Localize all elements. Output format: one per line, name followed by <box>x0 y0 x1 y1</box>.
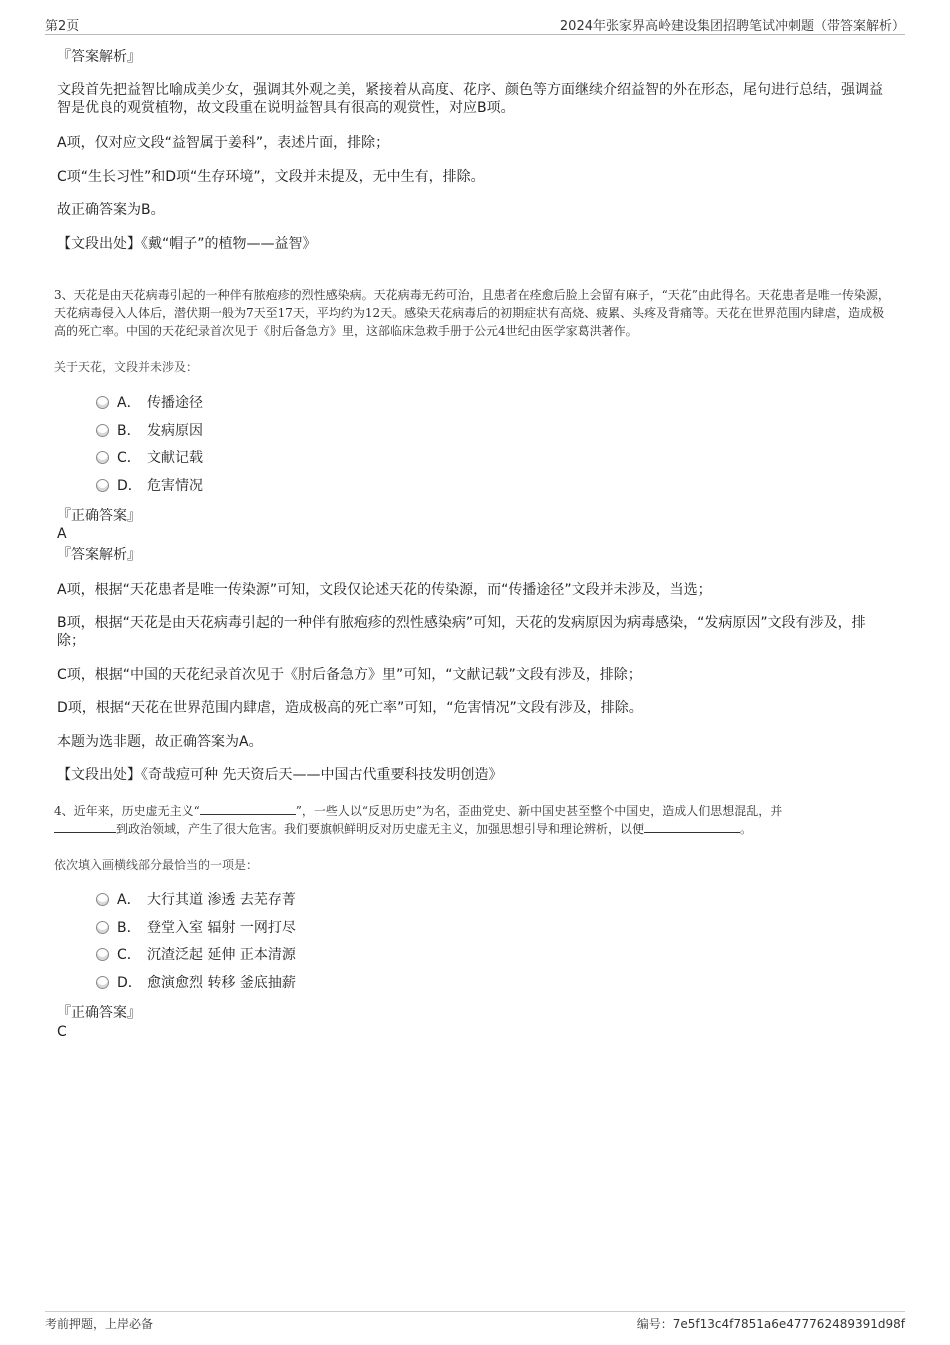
radio-icon[interactable] <box>96 976 109 989</box>
analysis-paragraph: D项，根据“天花在世界范围内肆虐，造成极高的死亡率”可知，“危害情况”文段有涉及，排除。 <box>57 700 643 716</box>
option-text: 登堂入室 辐射 一网打尽 <box>147 920 296 936</box>
analysis-paragraph: 文段首先把益智比喻成美少女，强调其外观之美，紧接着从高度、花序、颜色等方面继续介绍益智的外在形态，尾句进行总结，强调益智是优良的观赏植物，故文段重在说明益智具有很高的观赏性，对应B项。 <box>57 82 883 116</box>
option-letter: B． <box>117 423 141 439</box>
analysis-label: 『答案解析』 <box>57 49 141 65</box>
analysis-paragraph: B项，根据“天花是由天花病毒引起的一种伴有脓疱疹的烈性感染病”可知，天花的发病原因为病毒感染，“发病原因”文段有涉及，排除； <box>57 615 866 649</box>
radio-icon[interactable] <box>96 948 109 961</box>
option-d[interactable] <box>96 476 203 496</box>
document-id: 编号：7e5f13c4f7851a6e477762489391d98f <box>636 1317 905 1331</box>
option-text: 危害情况 <box>147 478 203 494</box>
option-letter: D． <box>117 478 142 494</box>
question-stem: 3、天花是由天花病毒引起的一种伴有脓疱疹的烈性感染病。天花病毒无药可治，且患者在痊愈后脸上会留有麻子，“天花”由此得名。天花患者是唯一传染源，天花病毒侵入人体后，潜伏期一般为7天至17天，平均约为12天。感染天花病毒后的初期症状有高烧、疲累、头疼及背痛等。天花在世界范围内肆虐，造成极高的死亡率。中国的天花纪录首次见于《肘后备急方》里，这部临床急救手册于公元4世纪由医学家葛洪著作。 <box>54 288 890 338</box>
correct-answer: C <box>57 1024 67 1040</box>
page-number: 第2页 <box>45 19 80 34</box>
option-a[interactable] <box>96 393 203 413</box>
option-letter: C． <box>117 947 141 963</box>
answer-label: 『正确答案』 <box>57 508 141 524</box>
analysis-conclusion: 本题为选非题，故正确答案为A。 <box>57 734 263 750</box>
option-letter: D． <box>117 975 142 991</box>
radio-icon[interactable] <box>96 893 109 906</box>
document-title: 2024年张家界高岭建设集团招聘笔试冲刺题（带答案解析） <box>559 19 905 34</box>
option-d[interactable] <box>96 973 296 993</box>
option-c[interactable] <box>96 945 296 965</box>
radio-icon[interactable] <box>96 396 109 409</box>
option-b[interactable] <box>96 918 296 938</box>
option-text: 传播途径 <box>147 395 203 411</box>
analysis-paragraph: C项“生长习性”和D项“生存环境”，文段并未提及，无中生有，排除。 <box>57 169 485 185</box>
radio-icon[interactable] <box>96 921 109 934</box>
page-footer <box>45 1311 905 1337</box>
option-letter: C． <box>117 450 141 466</box>
footer-slogan: 考前押题，上岸必备 <box>45 1317 154 1331</box>
option-letter: A． <box>117 892 141 908</box>
fill-blank-1 <box>200 802 296 815</box>
option-b[interactable] <box>96 421 203 441</box>
correct-answer: A <box>57 526 67 542</box>
answer-label: 『正确答案』 <box>57 1005 141 1021</box>
option-letter: B． <box>117 920 141 936</box>
question-prompt: 关于天花，文段并未涉及： <box>54 360 199 374</box>
analysis-label: 『答案解析』 <box>57 547 141 563</box>
analysis-conclusion: 故正确答案为B。 <box>57 202 165 218</box>
source-citation: 【文段出处】《戴“帽子”的植物——益智》 <box>57 236 317 252</box>
option-letter: A． <box>117 395 141 411</box>
option-text: 大行其道 渗透 去芜存菁 <box>147 892 296 908</box>
option-text: 发病原因 <box>147 423 203 439</box>
option-text: 文献记载 <box>147 450 203 466</box>
analysis-paragraph: C项，根据“中国的天花纪录首次见于《肘后备急方》里”可知，“文献记载”文段有涉及，排除； <box>57 667 642 683</box>
analysis-paragraph: A项，仅对应文段“益智属于姜科”，表述片面，排除； <box>57 135 390 151</box>
source-citation: 【文段出处】《奇哉痘可种 先天资后天——中国古代重要科技发明创造》 <box>57 767 503 783</box>
question-stem: 4、近年来，历史虚无主义“ ”，一些人以“反思历史”为名，歪曲党史、新中国史甚至整个中国史，造成人们思想混乱，并 到政治领域，产生了很大危害。我们要旗帜鲜明反对历史虚无主义，加强思想引导和理论辨析，以便 。 <box>54 804 783 836</box>
fill-blank-2 <box>54 820 116 833</box>
option-text: 沉渣泛起 延伸 正本清源 <box>147 947 296 963</box>
question-prompt: 依次填入画横线部分最恰当的一项是： <box>54 858 259 872</box>
option-c[interactable] <box>96 448 203 468</box>
option-a[interactable] <box>96 890 296 910</box>
analysis-paragraph: A项，根据“天花患者是唯一传染源”可知，文段仅论述天花的传染源，而“传播途径”文段并未涉及，当选； <box>57 582 712 598</box>
radio-icon[interactable] <box>96 479 109 492</box>
option-text: 愈演愈烈 转移 釜底抽薪 <box>147 975 296 991</box>
fill-blank-3 <box>644 820 740 833</box>
radio-icon[interactable] <box>96 424 109 437</box>
radio-icon[interactable] <box>96 451 109 464</box>
